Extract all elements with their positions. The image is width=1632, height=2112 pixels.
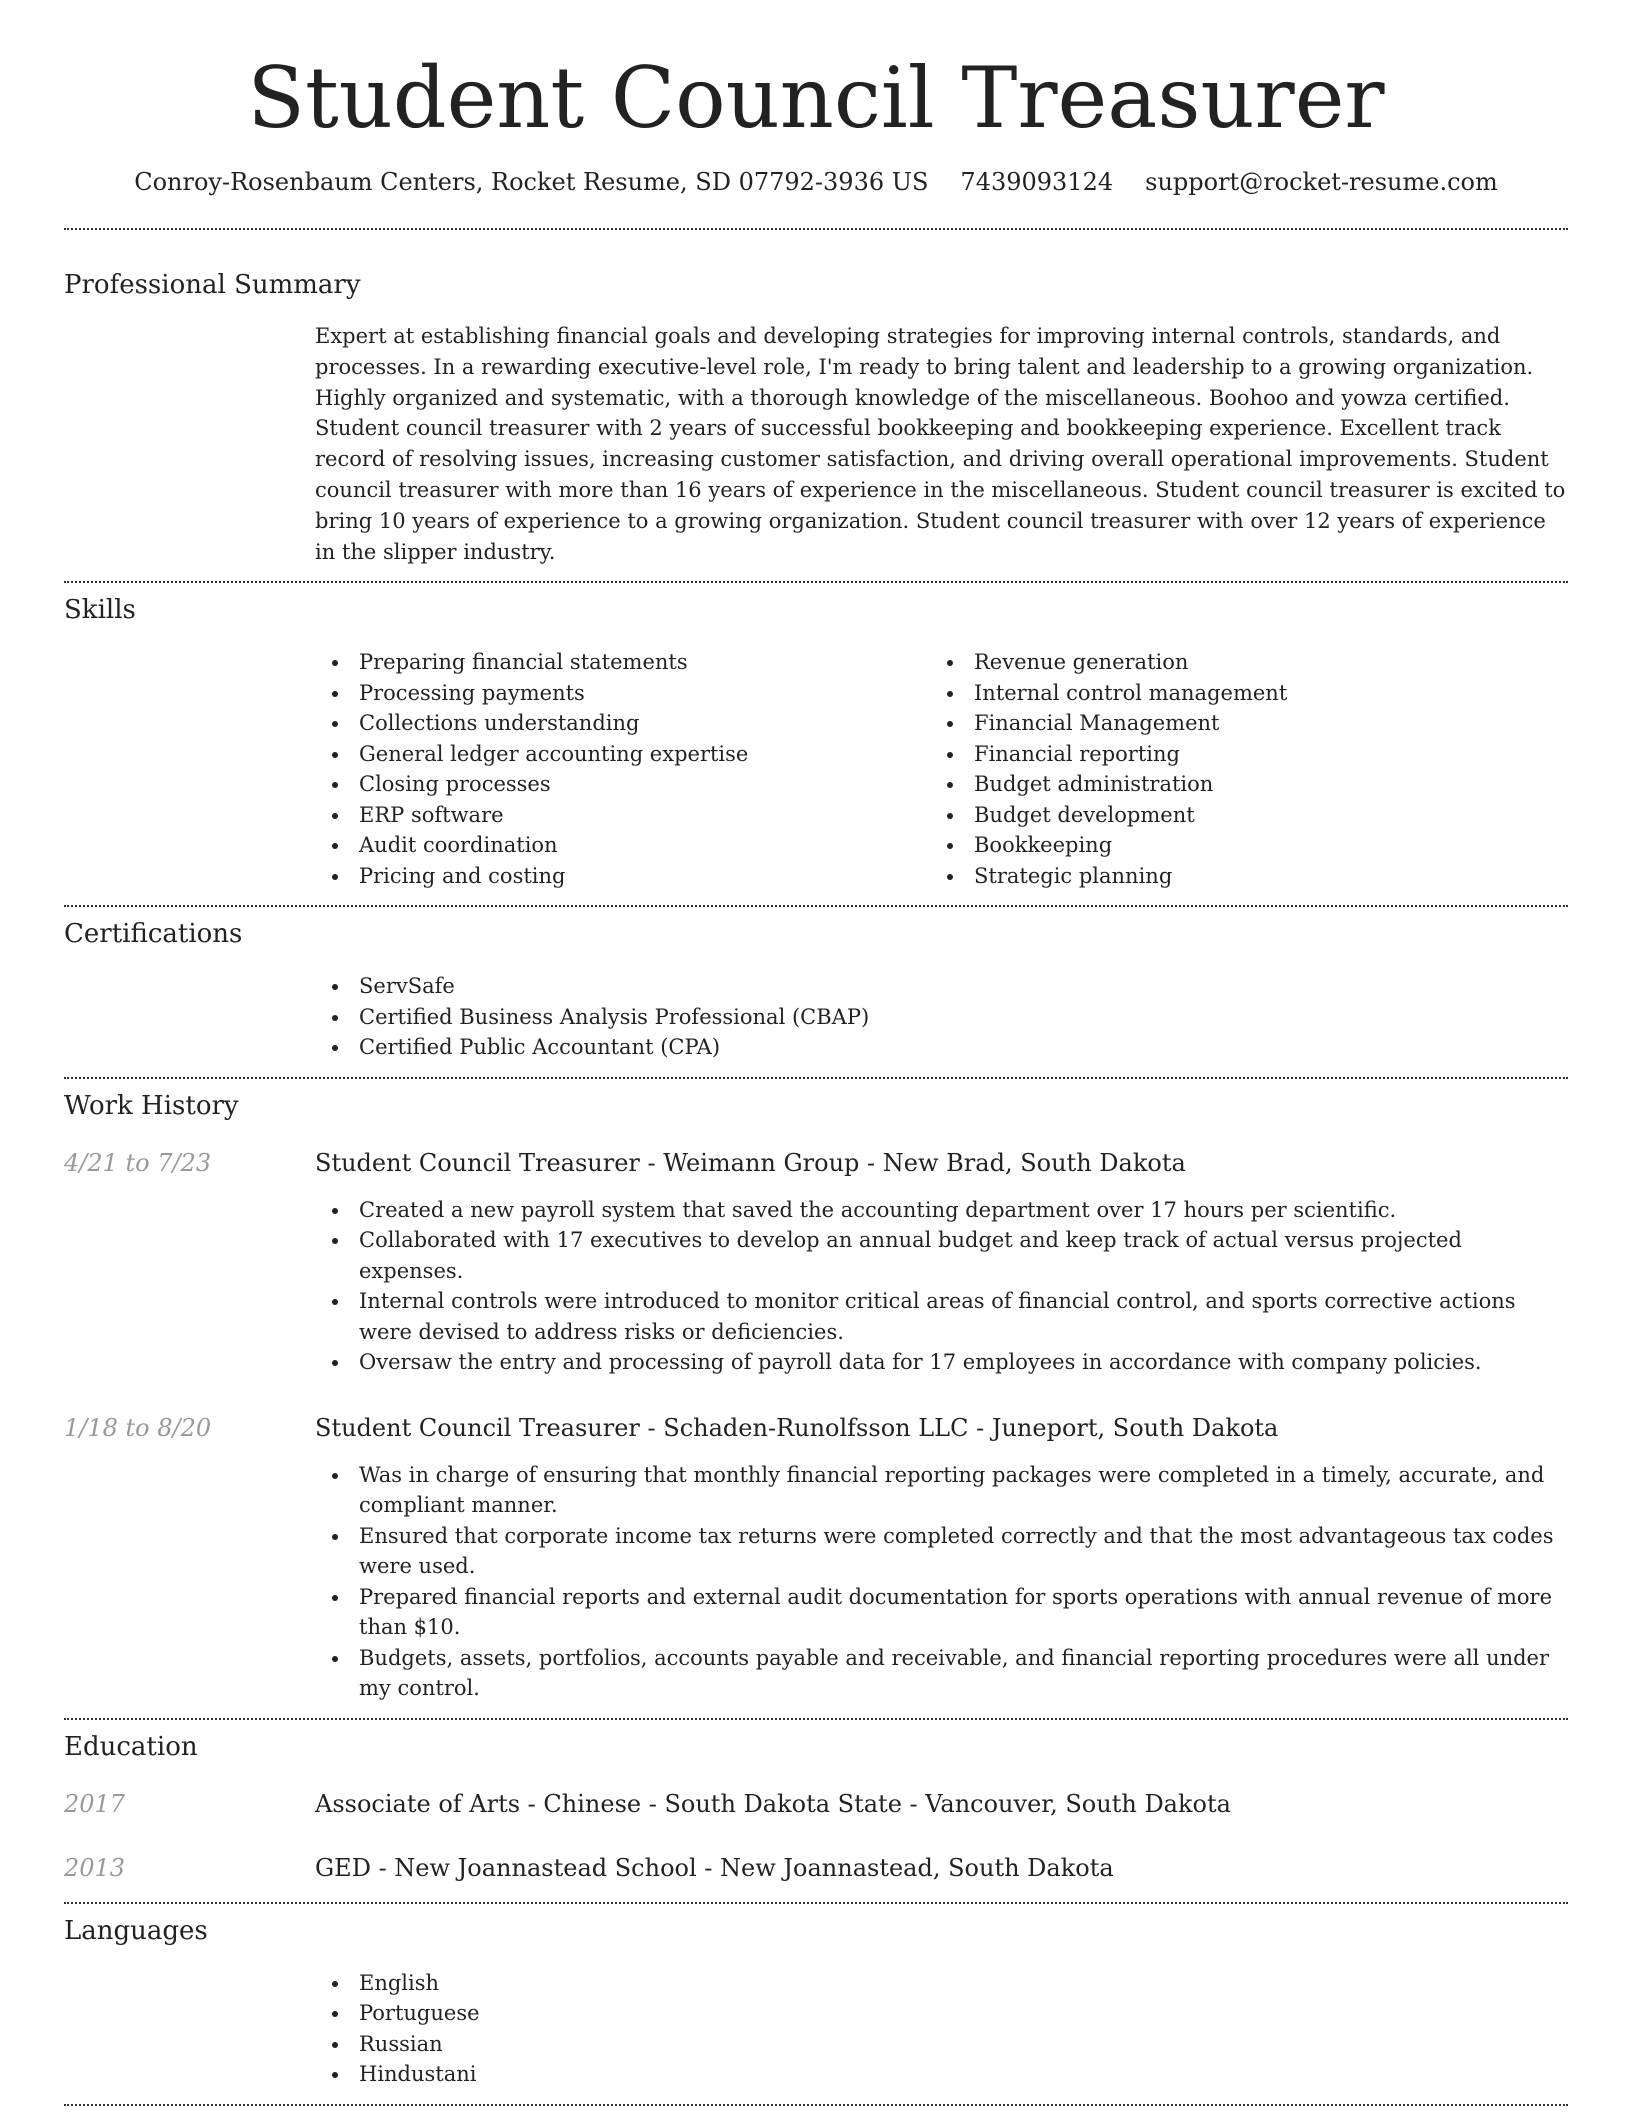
job-heading: Student Council Treasurer - Weimann Group - New Brad, South Dakota bbox=[315, 1148, 1186, 1177]
contact-email: support@rocket-resume.com bbox=[1145, 168, 1498, 196]
list-item: Russian bbox=[315, 2029, 1568, 2060]
list-item: Budgets, assets, portfolios, accounts payable and receivable, and financial reporting procedures were all under my control. bbox=[315, 1643, 1568, 1704]
list-item: Portuguese bbox=[315, 1998, 1568, 2029]
education-year: 2013 bbox=[64, 1853, 126, 1882]
list-item: Pricing and costing bbox=[315, 861, 930, 892]
skills-section bbox=[64, 595, 1568, 891]
skills-list-left bbox=[315, 647, 930, 891]
list-item: Financial reporting bbox=[930, 739, 1545, 770]
divider bbox=[64, 1718, 1568, 1720]
contact-line bbox=[64, 168, 1568, 196]
list-item: Internal control management bbox=[930, 678, 1545, 709]
job-role: Student Council Treasurer bbox=[315, 1413, 640, 1442]
education-entry bbox=[64, 1854, 1568, 1882]
education-text: GED - New Joannastead School - New Joannastead, South Dakota bbox=[315, 1853, 1114, 1882]
list-item: Certified Business Analysis Professional (CBAP) bbox=[315, 1002, 1568, 1033]
divider bbox=[64, 228, 1568, 230]
job-header bbox=[64, 1414, 1568, 1442]
resume-title: Student Council Treasurer bbox=[247, 49, 1385, 147]
section-title: Languages bbox=[64, 1915, 208, 1946]
list-item: Oversaw the entry and processing of payroll data for 17 employees in accordance with company policies. bbox=[315, 1347, 1568, 1378]
education-entry bbox=[64, 1790, 1568, 1818]
job-location: New Brad, South Dakota bbox=[882, 1148, 1186, 1177]
contact-phone: 7439093124 bbox=[960, 168, 1114, 196]
job-bullets bbox=[315, 1195, 1568, 1378]
certifications-list bbox=[315, 971, 1568, 1063]
job-heading: Student Council Treasurer - Schaden-Runolfsson LLC - Juneport, South Dakota bbox=[315, 1413, 1279, 1442]
work-history-section bbox=[64, 1091, 1568, 1704]
list-item: Bookkeeping bbox=[930, 830, 1545, 861]
section-title: Professional Summary bbox=[64, 270, 361, 300]
education-section bbox=[64, 1732, 1568, 1882]
list-item: Audit coordination bbox=[315, 830, 930, 861]
list-item: Revenue generation bbox=[930, 647, 1545, 678]
list-item: Preparing financial statements bbox=[315, 647, 930, 678]
resume-page bbox=[64, 0, 1568, 2106]
divider bbox=[64, 581, 1568, 583]
job-entry bbox=[64, 1149, 1568, 1378]
job-header bbox=[64, 1149, 1568, 1177]
list-item: Budget administration bbox=[930, 769, 1545, 800]
job-company: Weimann Group bbox=[663, 1148, 860, 1177]
list-item: ERP software bbox=[315, 800, 930, 831]
languages-section bbox=[64, 1916, 1568, 2090]
section-title: Certifications bbox=[64, 919, 243, 950]
certifications-section bbox=[64, 919, 1568, 1063]
divider bbox=[64, 905, 1568, 907]
summary-text: Expert at establishing financial goals and developing strategies for improving internal controls, standards, and processes. In a rewarding executive-level role, I'm ready to bring talent and leadership to a growing organization. Highly organized and systematic, with a thorough knowledge of the miscellaneous. Boohoo and yowza certified. Student council treasurer with 2 years of successful bookkeeping and bookkeeping experience. Excellent track record of resolving issues, increasing customer satisfaction, and driving overall operational improvements. Student council treasurer with more than 16 years of experience in the miscellaneous. Student council treasurer is excited to bring 10 years of experience to a growing organization. Student council treasurer with over 12 years of experience in the slipper industry. bbox=[315, 324, 1566, 564]
list-item: Budget development bbox=[930, 800, 1545, 831]
list-item: Created a new payroll system that saved the accounting department over 17 hours per scientific. bbox=[315, 1195, 1568, 1226]
list-item: Collaborated with 17 executives to develop an annual budget and keep track of actual versus projected expenses. bbox=[315, 1225, 1568, 1286]
contact-address: Conroy-Rosenbaum Centers, Rocket Resume, SD 07792-3936 US bbox=[134, 168, 929, 196]
section-title: Education bbox=[64, 1731, 198, 1762]
skills-list-right bbox=[930, 647, 1545, 891]
list-item: General ledger accounting expertise bbox=[315, 739, 930, 770]
divider bbox=[64, 1077, 1568, 1079]
summary-section bbox=[64, 270, 1568, 567]
education-text: Associate of Arts - Chinese - South Dakota State - Vancouver, South Dakota bbox=[315, 1789, 1231, 1818]
list-item: Hindustani bbox=[315, 2059, 1568, 2090]
job-role: Student Council Treasurer bbox=[315, 1148, 640, 1177]
job-location: Juneport, South Dakota bbox=[991, 1413, 1279, 1442]
list-item: Internal controls were introduced to monitor critical areas of financial control, and sports corrective actions were devised to address risks or deficiencies. bbox=[315, 1286, 1568, 1347]
list-item: Collections understanding bbox=[315, 708, 930, 739]
languages-list bbox=[315, 1968, 1568, 2090]
skills-grid bbox=[315, 647, 1568, 891]
list-item: English bbox=[315, 1968, 1568, 1999]
job-dates: 1/18 to 8/20 bbox=[64, 1413, 212, 1442]
list-item: Ensured that corporate income tax returns were completed correctly and that the most advantageous tax codes were used. bbox=[315, 1521, 1568, 1582]
list-item: Prepared financial reports and external audit documentation for sports operations with annual revenue of more than $10. bbox=[315, 1582, 1568, 1643]
job-entry bbox=[64, 1414, 1568, 1704]
list-item: Processing payments bbox=[315, 678, 930, 709]
list-item: Was in charge of ensuring that monthly financial reporting packages were completed in a timely, accurate, and compliant manner. bbox=[315, 1460, 1568, 1521]
section-title: Skills bbox=[64, 595, 136, 626]
list-item: Financial Management bbox=[930, 708, 1545, 739]
section-title: Work History bbox=[64, 1090, 239, 1121]
job-dates: 4/21 to 7/23 bbox=[64, 1148, 212, 1177]
list-item: Strategic planning bbox=[930, 861, 1545, 892]
job-company: Schaden-Runolfsson LLC bbox=[663, 1413, 969, 1442]
education-year: 2017 bbox=[64, 1789, 126, 1818]
list-item: Closing processes bbox=[315, 769, 930, 800]
divider bbox=[64, 2104, 1568, 2106]
list-item: Certified Public Accountant (CPA) bbox=[315, 1032, 1568, 1063]
list-item: ServSafe bbox=[315, 971, 1568, 1002]
job-bullets bbox=[315, 1460, 1568, 1704]
divider bbox=[64, 1902, 1568, 1904]
